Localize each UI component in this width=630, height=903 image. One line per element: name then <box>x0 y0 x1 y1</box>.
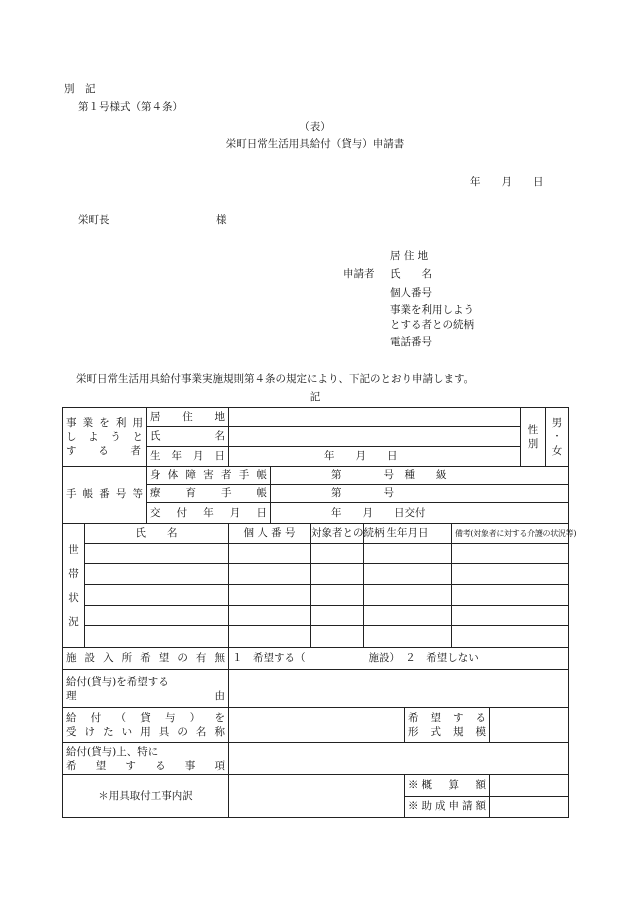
household-cell-name[interactable] <box>85 626 229 648</box>
user-label-line-3: す る 者 <box>66 444 141 457</box>
household-cell-dob[interactable] <box>364 543 452 563</box>
ki-label: 記 <box>309 391 321 403</box>
item-spec-label <box>405 708 490 743</box>
issue-date-label: 交付年月日 <box>147 503 271 523</box>
household-char-2: 帯 <box>68 567 79 580</box>
physical-disability-handbook-value: 第 号 種 級 <box>271 466 569 484</box>
notebook-section-label: 手帳番号等 <box>63 466 147 523</box>
table-row <box>63 543 569 563</box>
household-cell-name[interactable] <box>85 543 229 563</box>
household-cell-remarks[interactable] <box>452 626 569 648</box>
household-cell-relation[interactable] <box>311 564 364 584</box>
form-number: 第１号様式（第４条） <box>78 101 183 113</box>
issue-date-value: 年 月 日交付 <box>271 503 569 523</box>
applicant-relation-label-1: 事業を利用しよう <box>390 304 474 316</box>
applicant-phone-label: 電話番号 <box>390 336 432 348</box>
user-dob-value: 年 月 日 <box>229 446 521 466</box>
construction-label: ＊用具取付工事内訳 <box>63 775 229 818</box>
user-name-label: 氏 名 <box>147 427 229 446</box>
reason-value[interactable] <box>229 669 569 708</box>
construction-value[interactable] <box>229 775 405 818</box>
item-spec-value[interactable] <box>490 708 569 743</box>
facility-label: 施設入所希望の有無 <box>63 648 229 669</box>
table-row <box>63 584 569 605</box>
subsidy-label: ※助成申請額 <box>405 796 490 817</box>
physical-disability-handbook-label: 身体障害者手帳 <box>147 466 271 484</box>
sex-female: 女 <box>551 444 563 457</box>
item-label-line-1: 給 付 （ 貸 与 ） を <box>66 712 225 725</box>
betsuki-label: 別 記 <box>64 83 96 95</box>
special-value[interactable] <box>229 742 569 774</box>
applicant-label: 申請者 <box>343 268 375 280</box>
household-cell-name[interactable] <box>85 605 229 625</box>
addressee: 栄町長 <box>78 214 110 226</box>
table-row <box>63 564 569 584</box>
estimate-value[interactable] <box>490 775 569 796</box>
rehabilitation-handbook-label: 療育手帳 <box>147 485 271 503</box>
applicant-mynumber-label: 個人番号 <box>390 287 432 299</box>
household-cell-relation[interactable] <box>311 584 364 605</box>
table-row <box>63 626 569 648</box>
applicant-address-label: 居 住 地 <box>390 250 429 262</box>
item-label-line-2: 受けたい用具の名称 <box>66 726 225 739</box>
user-address-label: 居 住 地 <box>147 408 229 427</box>
household-header-mynumber: 個 人 番 号 <box>229 523 311 543</box>
household-char-3: 状 <box>68 591 79 604</box>
item-spec-label-line-1: 希 望 す る <box>408 712 486 725</box>
addressee-honorific: 様 <box>216 214 227 226</box>
estimate-label: ※概 算 額 <box>405 775 490 796</box>
applicant-relation-label-2: とする者との続柄 <box>390 319 474 331</box>
household-section-label <box>63 523 85 648</box>
household-cell-mynumber[interactable] <box>229 543 311 563</box>
special-label-line-1: 給付(貸与)上、特に <box>66 745 159 758</box>
household-cell-dob[interactable] <box>364 564 452 584</box>
reason-label-line-2: 理 由 <box>66 689 225 702</box>
household-cell-mynumber[interactable] <box>229 584 311 605</box>
special-label-line-2: 希 望 す る 事 項 <box>66 759 225 772</box>
application-statement: 栄町日常生活用具給付事業実施規則第４条の規定により、下記のとおり申請します。 <box>76 373 475 385</box>
sex-label: 性別 <box>521 408 546 467</box>
user-address-value[interactable] <box>229 408 521 427</box>
household-header-name: 氏 名 <box>85 523 229 543</box>
reason-label-line-1: 給付(貸与)を希望する <box>66 675 169 688</box>
facility-value: １ 希望する（ 施設） ２ 希望しない <box>229 648 569 669</box>
omote-label: （表） <box>299 121 331 133</box>
household-cell-remarks[interactable] <box>452 543 569 563</box>
household-cell-mynumber[interactable] <box>229 564 311 584</box>
household-cell-name[interactable] <box>85 564 229 584</box>
household-cell-relation[interactable] <box>311 543 364 563</box>
subsidy-value[interactable] <box>490 796 569 817</box>
applicant-name-label: 氏 名 <box>390 268 432 280</box>
special-label <box>63 742 229 774</box>
household-header-remarks: 備考(対象者に対する介護の状況等) <box>452 523 569 543</box>
household-cell-remarks[interactable] <box>452 605 569 625</box>
household-cell-relation[interactable] <box>311 605 364 625</box>
household-cell-remarks[interactable] <box>452 584 569 605</box>
sex-male: 男 <box>551 416 563 429</box>
item-label <box>63 708 229 743</box>
household-header-dob: 生年月日 <box>364 523 452 543</box>
user-section-label <box>63 408 147 467</box>
reason-label <box>63 669 229 708</box>
submission-date: 年 月 日 <box>470 176 544 188</box>
sex-separator: ・ <box>552 431 562 442</box>
user-name-value[interactable] <box>229 427 521 446</box>
user-label-line-2: し よ う と <box>66 430 143 443</box>
household-cell-dob[interactable] <box>364 626 452 648</box>
rehabilitation-handbook-value: 第 号 <box>271 485 569 503</box>
item-spec-label-line-2: 形 式 規 模 <box>408 726 486 739</box>
sex-value[interactable] <box>546 408 569 467</box>
household-char-1: 世 <box>68 543 79 556</box>
household-cell-mynumber[interactable] <box>229 626 311 648</box>
household-cell-dob[interactable] <box>364 605 452 625</box>
document-title: 栄町日常生活用具給付（貸与）申請書 <box>225 138 405 150</box>
item-name-value[interactable] <box>229 708 405 743</box>
household-header-relation: 対象者との続柄 <box>311 523 364 543</box>
user-dob-label: 生 年 月 日 <box>147 446 229 466</box>
table-row <box>63 605 569 625</box>
household-cell-remarks[interactable] <box>452 564 569 584</box>
user-label-line-1: 事業を利用 <box>66 416 143 429</box>
household-char-4: 況 <box>68 615 79 628</box>
household-cell-dob[interactable] <box>364 584 452 605</box>
application-form-table <box>62 407 577 818</box>
household-cell-relation[interactable] <box>311 626 364 648</box>
household-cell-mynumber[interactable] <box>229 605 311 625</box>
household-cell-name[interactable] <box>85 584 229 605</box>
